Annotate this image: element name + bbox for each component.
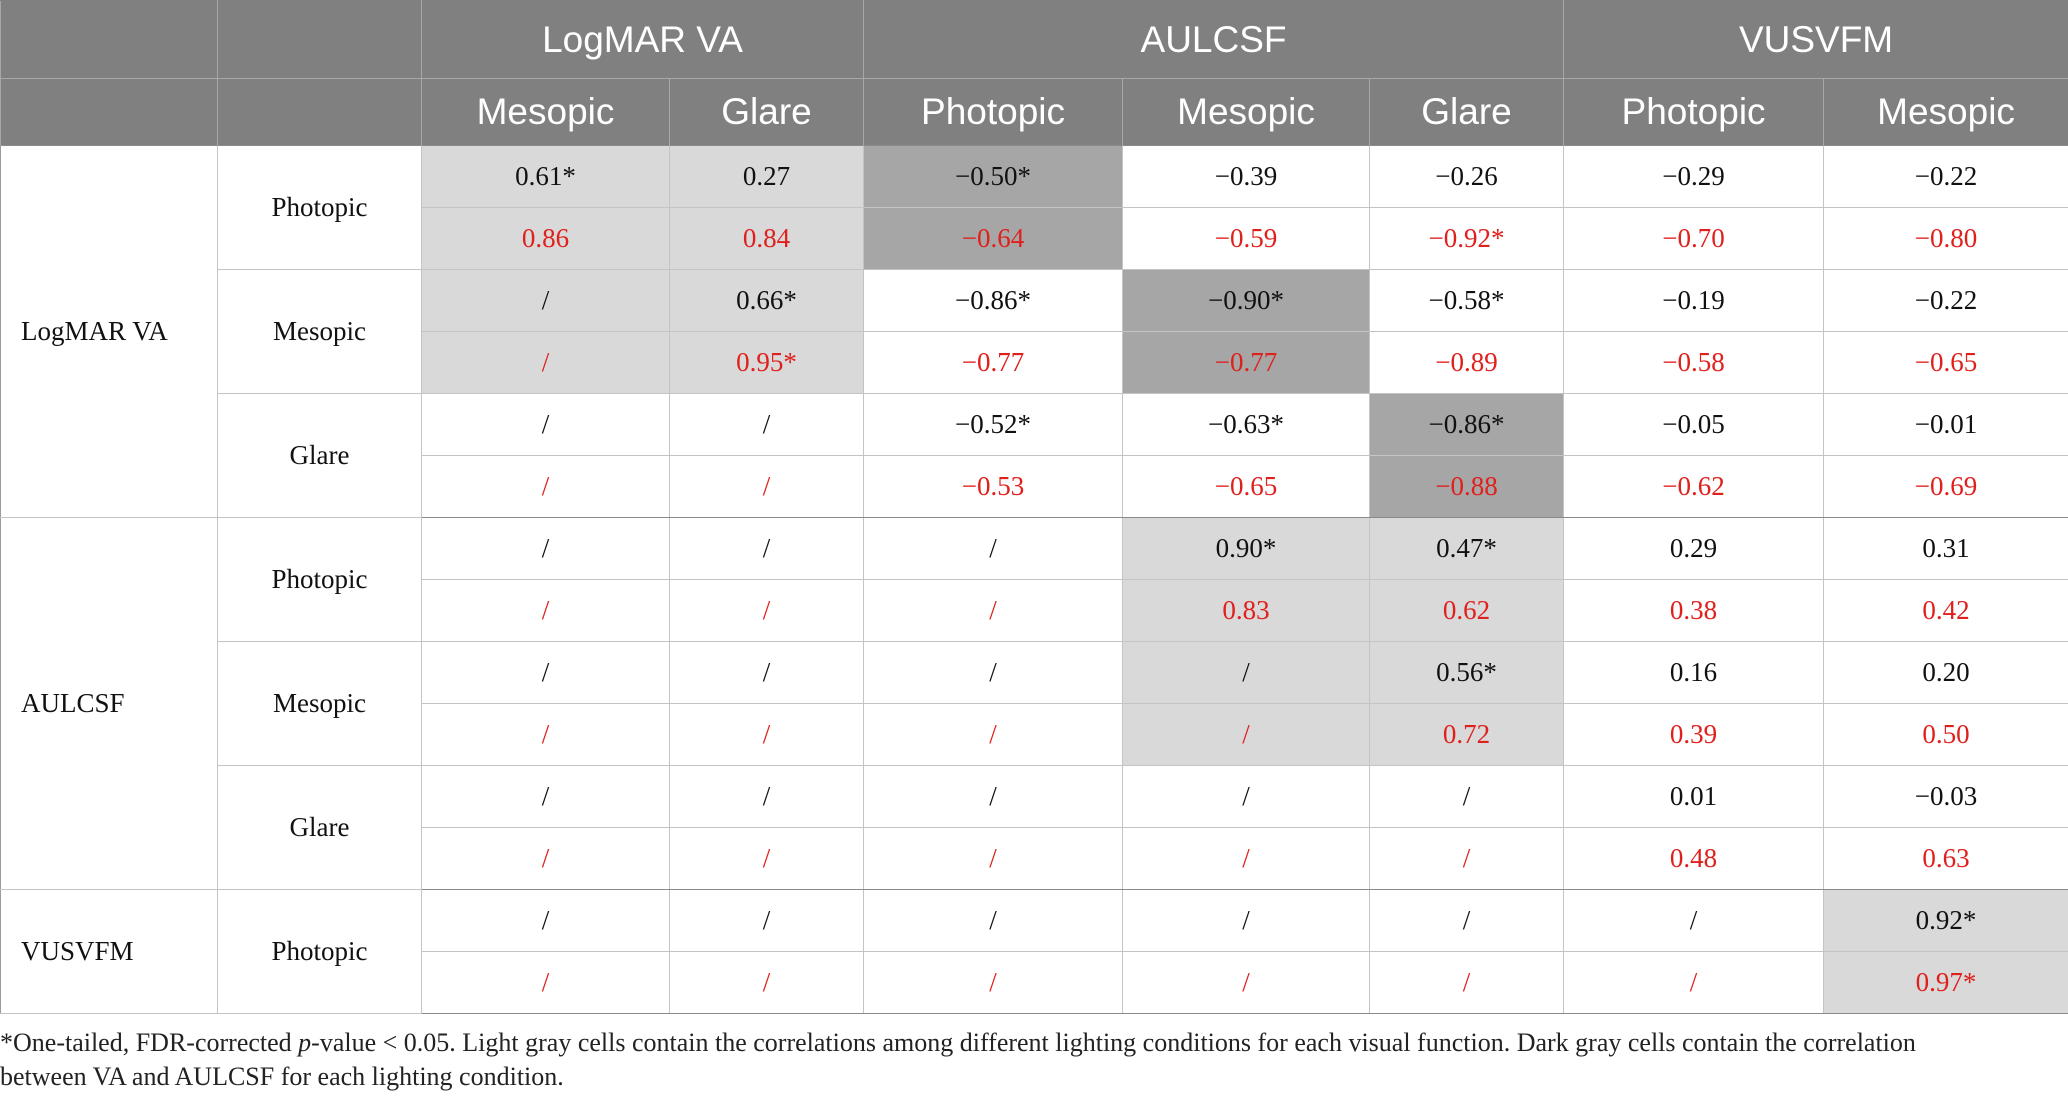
table-cell: 0.66* — [670, 270, 864, 332]
table-cell: 0.90* — [1123, 518, 1370, 580]
table-cell: / — [422, 518, 670, 580]
table-cell: / — [670, 580, 864, 642]
table-cell: / — [670, 890, 864, 952]
header-group-logmar: LogMAR VA — [422, 1, 864, 79]
table-cell: −0.05 — [1564, 394, 1824, 456]
footnote-text: *One-tailed, FDR-corrected — [0, 1028, 299, 1057]
table-cell: / — [864, 518, 1123, 580]
table-cell: −0.29 — [1564, 146, 1824, 208]
row-condition-label: Mesopic — [218, 642, 422, 766]
table-cell: / — [422, 332, 670, 394]
table-cell: −0.86* — [864, 270, 1123, 332]
table-cell: −0.92* — [1370, 208, 1564, 270]
table-cell: / — [670, 642, 864, 704]
table-cell: / — [1370, 828, 1564, 890]
header-blank — [1, 79, 218, 146]
table-row — [1, 642, 2068, 704]
table-cell: −0.39 — [1123, 146, 1370, 208]
header-col: Mesopic — [1824, 79, 2068, 146]
table-cell: / — [422, 828, 670, 890]
row-condition-label: Glare — [218, 766, 422, 890]
row-condition-label: Glare — [218, 394, 422, 518]
table-cell: −0.59 — [1123, 208, 1370, 270]
table-cell: 0.84 — [670, 208, 864, 270]
table-cell: / — [1123, 642, 1370, 704]
table-cell: −0.58* — [1370, 270, 1564, 332]
table-cell: / — [422, 704, 670, 766]
row-group-label: AULCSF — [1, 518, 218, 890]
table-cell: / — [1123, 704, 1370, 766]
table-cell: −0.52* — [864, 394, 1123, 456]
table-cell: / — [1370, 890, 1564, 952]
table-cell: / — [864, 828, 1123, 890]
table-cell: −0.88 — [1370, 456, 1564, 518]
table-cell: −0.53 — [864, 456, 1123, 518]
table-cell: 0.50 — [1824, 704, 2068, 766]
table-cell: / — [422, 642, 670, 704]
table-cell: / — [422, 270, 670, 332]
table-cell: −0.65 — [1123, 456, 1370, 518]
table-cell: / — [670, 394, 864, 456]
header-col: Mesopic — [422, 79, 670, 146]
table-cell: −0.70 — [1564, 208, 1824, 270]
table-cell: / — [422, 394, 670, 456]
table-row — [1, 518, 2068, 580]
table-cell: / — [422, 890, 670, 952]
table-cell: / — [864, 890, 1123, 952]
table-cell: −0.64 — [864, 208, 1123, 270]
table-cell: 0.48 — [1564, 828, 1824, 890]
header-col: Photopic — [864, 79, 1123, 146]
table-cell: −0.89 — [1370, 332, 1564, 394]
table-cell: / — [864, 580, 1123, 642]
header-blank — [1, 1, 218, 79]
table-cell: / — [1370, 952, 1564, 1014]
table-cell: / — [670, 704, 864, 766]
row-condition-label: Photopic — [218, 518, 422, 642]
header-col: Mesopic — [1123, 79, 1370, 146]
table-cell: / — [670, 766, 864, 828]
table-row — [1, 270, 2068, 332]
table-cell: −0.03 — [1824, 766, 2068, 828]
header-blank — [218, 1, 422, 79]
header-col: Glare — [1370, 79, 1564, 146]
table-cell: −0.01 — [1824, 394, 2068, 456]
table-cell: 0.92* — [1824, 890, 2068, 952]
header-group-aulcsf: AULCSF — [864, 1, 1564, 79]
table-cell: / — [1123, 890, 1370, 952]
table-cell: 0.29 — [1564, 518, 1824, 580]
table-cell: / — [670, 518, 864, 580]
table-cell: 0.20 — [1824, 642, 2068, 704]
table-cell: / — [670, 456, 864, 518]
row-group-label: VUSVFM — [1, 890, 218, 1014]
table-row — [1, 766, 2068, 828]
header-col: Photopic — [1564, 79, 1824, 146]
footnote-text-cont: -value < 0.05. Light gray cells contain the correlations among different lighting conditions for each visual function. Dark gray cells contain the correlation between VA and AULCSF for each lighting condition. — [0, 1028, 1916, 1091]
table-header — [1, 1, 2068, 146]
table-cell: 0.72 — [1370, 704, 1564, 766]
table-cell: 0.56* — [1370, 642, 1564, 704]
footnote — [0, 1026, 2000, 1094]
table-cell: 0.39 — [1564, 704, 1824, 766]
table-row — [1, 394, 2068, 456]
table-cell: −0.77 — [864, 332, 1123, 394]
row-group-label: LogMAR VA — [1, 146, 218, 518]
header-group-vusvfm: VUSVFM — [1564, 1, 2068, 79]
table-cell: 0.83 — [1123, 580, 1370, 642]
table-row — [1, 146, 2068, 208]
table-cell: / — [1123, 952, 1370, 1014]
row-condition-label: Mesopic — [218, 270, 422, 394]
table-cell: −0.50* — [864, 146, 1123, 208]
table-cell: / — [1123, 766, 1370, 828]
table-cell: / — [422, 456, 670, 518]
table-cell: / — [864, 642, 1123, 704]
table-cell: −0.22 — [1824, 146, 2068, 208]
table-cell: / — [1123, 828, 1370, 890]
table-cell: 0.31 — [1824, 518, 2068, 580]
row-condition-label: Photopic — [218, 146, 422, 270]
row-condition-label: Photopic — [218, 890, 422, 1014]
table-cell: / — [422, 952, 670, 1014]
table-cell: 0.47* — [1370, 518, 1564, 580]
table-cell: 0.16 — [1564, 642, 1824, 704]
table-cell: 0.62 — [1370, 580, 1564, 642]
table-cell: / — [670, 952, 864, 1014]
table-body — [1, 146, 2068, 1014]
table-cell: / — [670, 828, 864, 890]
footnote-p: p — [298, 1028, 312, 1057]
table-cell: −0.80 — [1824, 208, 2068, 270]
table-cell: −0.58 — [1564, 332, 1824, 394]
table-cell: 0.97* — [1824, 952, 2068, 1014]
table-cell: 0.63 — [1824, 828, 2068, 890]
table-cell: / — [864, 704, 1123, 766]
table-cell: −0.90* — [1123, 270, 1370, 332]
table-cell: −0.65 — [1824, 332, 2068, 394]
table-cell: 0.61* — [422, 146, 670, 208]
table-cell: / — [422, 766, 670, 828]
table-cell: 0.95* — [670, 332, 864, 394]
table-cell: 0.01 — [1564, 766, 1824, 828]
table-cell: −0.26 — [1370, 146, 1564, 208]
table-cell: 0.27 — [670, 146, 864, 208]
table-cell: −0.19 — [1564, 270, 1824, 332]
table-cell: / — [1564, 890, 1824, 952]
header-blank — [218, 79, 422, 146]
table-cell: −0.77 — [1123, 332, 1370, 394]
table-cell: −0.86* — [1370, 394, 1564, 456]
table-cell: −0.69 — [1824, 456, 2068, 518]
table-cell: −0.22 — [1824, 270, 2068, 332]
table-cell: / — [1564, 952, 1824, 1014]
table-cell: 0.38 — [1564, 580, 1824, 642]
table-cell: / — [1370, 766, 1564, 828]
table-cell: −0.62 — [1564, 456, 1824, 518]
table-cell: / — [422, 580, 670, 642]
header-col: Glare — [670, 79, 864, 146]
table-cell: 0.86 — [422, 208, 670, 270]
table-row — [1, 890, 2068, 952]
table-cell: 0.42 — [1824, 580, 2068, 642]
table-cell: −0.63* — [1123, 394, 1370, 456]
table-cell: / — [864, 952, 1123, 1014]
table-cell: / — [864, 766, 1123, 828]
